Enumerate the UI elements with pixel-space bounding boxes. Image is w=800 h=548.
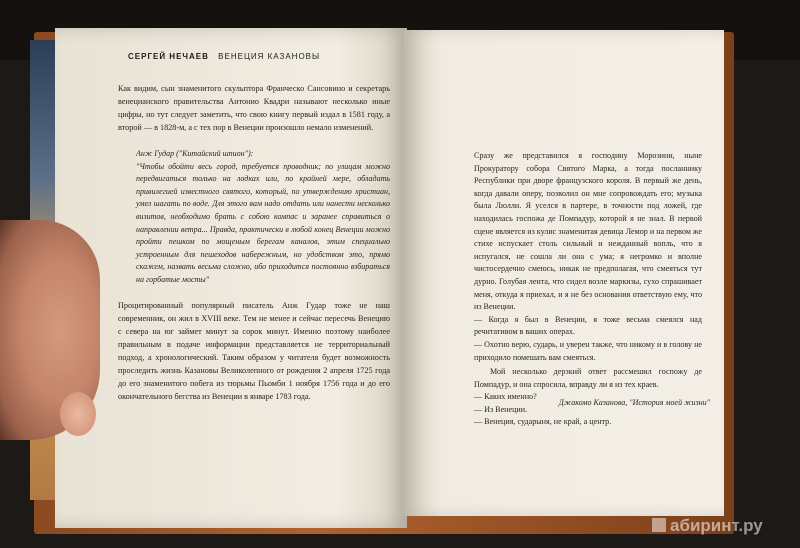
left-paragraph-2: Процитированный популярный писатель Анж Гудар тоже не наш современник, он жил в XVIII веке. Тем не менее и сейчас пересечь Венецию с севера на юг займет минут за сорок минут. Именно поэтому наиболее правильным в подаче информации представляется не территориальный подход, а хронологический. Таким образом у читателя будет возможность проследить жизнь Казановы Великолепного от рождения 2 апреля 1725 года до его знаменитого побега из тюрьмы Пьомби 1 ноября 1756 года и до его окончательного бегства из Венеции в январе 1783 года.: [118, 300, 390, 401]
labirint-logo-icon: [652, 518, 666, 532]
dialogue-line-2: — Охотно верю, сударь, и уверен также, что никому и в голову не приходило помешать вам смеяться.: [474, 339, 702, 362]
right-paragraph-1: Сразу же представился я господину Морозини, ныне Прокуратору собора Святого Марка, а тогда посланнику Республики при дворе французского короля. В первый же день, когда давали оперу, позволил он мне сопровождать его; музыка была Люлли. Я уселся в партере, в точности под ложей, где находилась госпожа де Помпадур, которой я не знал. В первой сцене является из кулис знаменитая девица Лемор и на первом же стихе испускает столь сильный и нежданный вопль, что я испугался, не сошла ли она с ума; я негромко и вполне чистосердечно смеюсь, никак не предполагая, что смеяться тут дурно. Голубая лента, что сидел возле маркизы, сухо спрашивает меня, откуда я приехал, и я не без основания ответствую ему, что из Венеции.: [474, 151, 702, 312]
header-title: ВЕНЕЦИЯ КАЗАНОВЫ: [218, 52, 321, 61]
quote-text: "Чтобы обойти весь город, требуется проводник; по улицам можно передвигаться только на лодках или, по крайней мере, обладать привилегией известного святого, который, по утверждению христиан, умел шагать по воде. Для этого вам надо отдать или нанести несколько визитов, необходимо брать с собою компас и заранее справиться о направлении ветра... Правда, практически в любой конец Венеции можно пройти пешком по мощеным берегам каналов, этим специально устроенным для пешеходов набережным, но удобством это, прямо скажем, назвать весьма сложно, ибо приходится постоянно взбираться на горбатые мосты": [136, 161, 390, 284]
watermark: [652, 516, 763, 536]
header-author: СЕРГЕЙ НЕЧАЕВ: [128, 52, 209, 61]
watermark-text: абиринт.ру: [670, 516, 763, 535]
dialogue-line-3: — Каких именно?: [474, 392, 537, 402]
right-page-text: [474, 150, 702, 429]
thumb-tip: [60, 392, 96, 436]
right-paragraph-2: Мой несколько дерзкий ответ рассмешил госпожу де Помпадур, и она спросила, вправду ли я из тех краев.: [474, 367, 702, 389]
quote-attribution: Джакомо Казанова, "История моей жизни": [558, 398, 710, 407]
left-page-text: [118, 82, 390, 403]
goudar-quote: [136, 148, 390, 287]
dialogue-line-5: — Венеция, сударыня, не край, а центр.: [474, 417, 612, 427]
dialogue-line-1: — Когда я был в Венеции, я тоже весьма смеялся над речитативом в ваших операх.: [474, 314, 702, 337]
dialogue-line-4: — Из Венеции.: [474, 404, 528, 414]
left-paragraph-1: Как видим, сын знаменитого скульптора Франческо Сансовино и секретарь венецианского правительства Антонио Квадри называют несколько иные цифры, но тут следует заметить, что свою книгу первый издал в 1581 году, а второй — в 1828-м, а с тех пор в Венеции произошло немало изменений.: [118, 84, 390, 132]
running-header: [128, 52, 320, 61]
quote-author: Анж Гудар ("Китайский шпион"):: [136, 149, 254, 158]
